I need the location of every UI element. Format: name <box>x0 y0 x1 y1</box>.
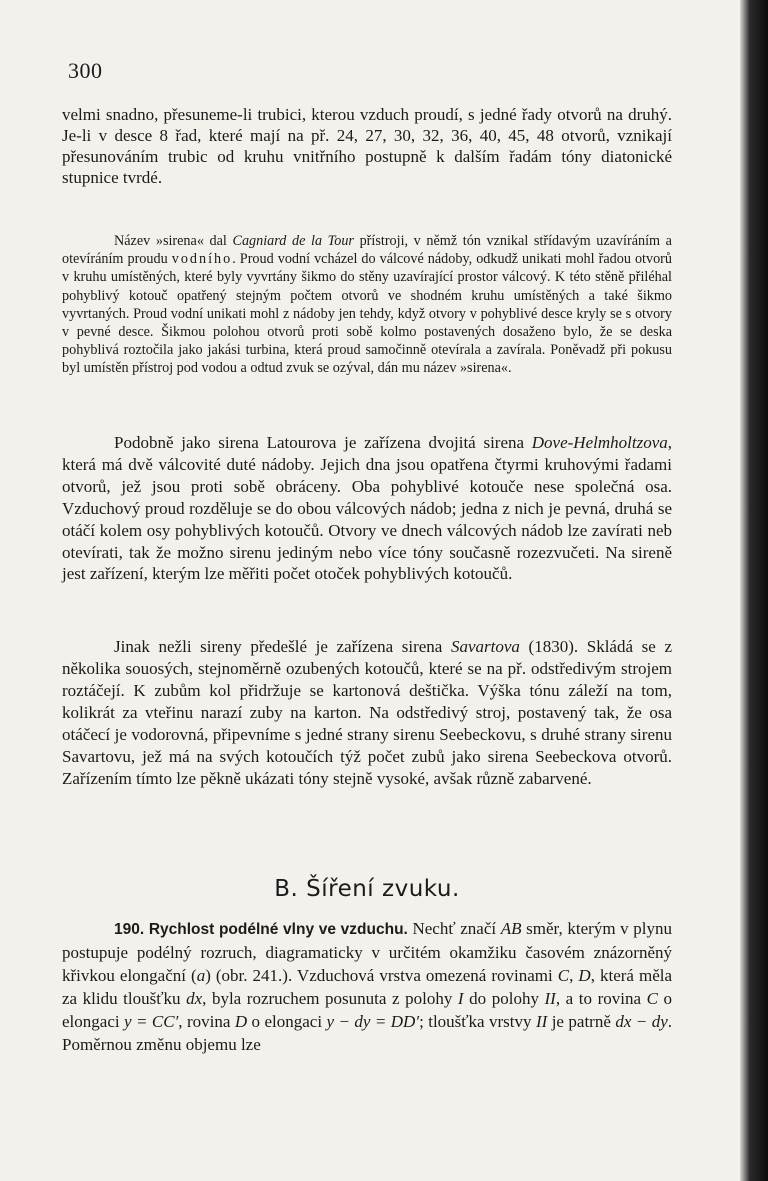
math: y = CC′ <box>124 1012 179 1031</box>
name-italic: Cagniard de la Tour <box>232 233 354 249</box>
math: dx <box>186 989 203 1008</box>
text: přístroji, v němž tón vznikal střídavým uzavíráním a otevíráním proudu <box>62 233 672 268</box>
paragraph-number: 190. <box>114 921 145 938</box>
page-number: 300 <box>68 58 103 83</box>
text: , a to rovina <box>555 989 647 1008</box>
math: D <box>234 1012 248 1031</box>
math: II <box>535 1012 548 1031</box>
math: y − dy = DD′ <box>326 1012 420 1031</box>
text: Název »sirena« dal <box>114 233 233 249</box>
text: . Poměrnou změnu objemu lze <box>62 1012 673 1054</box>
math: II <box>544 989 556 1008</box>
section-heading: B. Šíření zvuku. <box>274 876 460 902</box>
paragraph-small-print <box>62 232 672 378</box>
text: (1830). Skládá se z několika souosých, stejnoměrně ozubených kotoučů, které se na př. odstředivým strojem roztáčejí. K zubům kol přidržuje se kartonová deštička. Výška tónu záleží na tom, kolikrát za vteřinu narazí zuby na karton. Na odstředivý stroj, postavený tak, že osa otáčecí je vodorovná, připevníme s jedné strany sirenu Seebeckovu, s druhé strany sirenu Savartovu, jež má na svých kotoučích týž počet zubů jako sirena Seebeckova otvorů. Zařízením tímto lze pěkně ukázati tóny stejně vysoké, avšak různě zabarvené. <box>62 637 672 788</box>
math: AB <box>500 919 522 938</box>
text: , která má dvě válcovité duté nádoby. Jejich dna jsou opatřena čtyrmi kruhovými řadami otvorů, jež jsou proti sobě obráceny. Oba pohyblivé kotouče nese společná osa. Vzduchový proud rozděluje se do obou válcových nádob; jedna z nich je pevná, druhá se otáčí kolem osy pohyblivých kotoučů. Otvory ve dnech válcových nádob lze zavírati neb otevírati, tak že možno sirenu jediným nebo více tóny současně rozezvučeti. Na sireně jest zařízení, kterým lze měřiti počet otoček pohyblivých kotoučů. <box>62 433 672 584</box>
paragraph-heading: Rychlost podélné vlny ve vzduchu. <box>148 921 408 938</box>
text: je patrně <box>547 1012 616 1031</box>
math: D <box>578 966 591 985</box>
text: Nechť značí <box>407 919 501 938</box>
math: a <box>196 966 206 985</box>
text: ; tloušťka vrstvy <box>419 1012 536 1031</box>
text: o elongaci <box>62 989 672 1031</box>
math: C <box>557 966 570 985</box>
text: Jinak nežli sireny předešlé je zařízena sirena <box>114 637 451 656</box>
text: Podobně jako sirena Latourova je zařízena dvojitá sirena <box>114 433 532 452</box>
math: C <box>646 989 658 1008</box>
text: směr, kterým v plynu postupuje podélný rozruch, diagramaticky v určitém okamžiku časovém znázorněný křivkou elongační ( <box>62 919 673 985</box>
math: I <box>457 989 464 1008</box>
text: , byla rozruchem posunuta z polohy <box>202 989 458 1008</box>
page-edge-shadow <box>740 0 768 1181</box>
math: dx − dy <box>615 1012 668 1031</box>
text: , rovina <box>178 1012 235 1031</box>
text: , která měla za klidu tloušťku <box>62 966 673 1008</box>
paragraph-savart <box>62 636 672 790</box>
paragraph-dove-helmholtz <box>62 432 672 585</box>
text: o elongaci <box>247 1012 327 1031</box>
text: ) (obr. 241.). Vzduchová vrstva omezená rovinami <box>205 966 558 985</box>
text: . Proud vodní vcházel do válcové nádoby, odkudž unikati mohl řadou otvorů v kruhu umístěných, které byly vyvrtány šikmo do stěny uzavírající prostor válcový. K této stěně přiléhal pohyblivý kotouč opatřený stejným počtem otvorů ve shodném kruhu umístěných a také šikmo vyvrtaných. Proud vodní unikati mohl z nádoby jen tehdy, když otvory v pohyblivé desce kryly se s otvory v pevné desce. Šikmou polohou otvorů proti sobě kolmo postavených dosaženo bylo, že se deska pohyblivá roztočila jako jakási turbina, která proud samočinně otevírala a zavírala. Poněvadž při pokusu byl umístěn přístroj pod vodou a odtud zvuk se ozýval, dán mu název »sirena«. <box>62 251 672 377</box>
text: , <box>569 966 579 985</box>
emphasis-spaced: vodního <box>171 251 233 268</box>
name-italic: Dove-Helmholtzova <box>531 433 668 452</box>
name-italic: Savartova <box>450 637 520 656</box>
paragraph-190 <box>62 917 672 1056</box>
paragraph-continuation: velmi snadno, přesuneme-li trubici, kterou vzduch proudí, s jedné řady otvorů na druhý. Je-li v desce 8 řad, které mají na př. 24, 27, 30, 32, 36, 40, 45, 48 otvorů, vznikají přesunováním trubic od kruhu vnitřního postupně k dalším řadám tóny diatonické stupnice tvrdé. <box>62 105 672 187</box>
text: do polohy <box>463 989 545 1008</box>
